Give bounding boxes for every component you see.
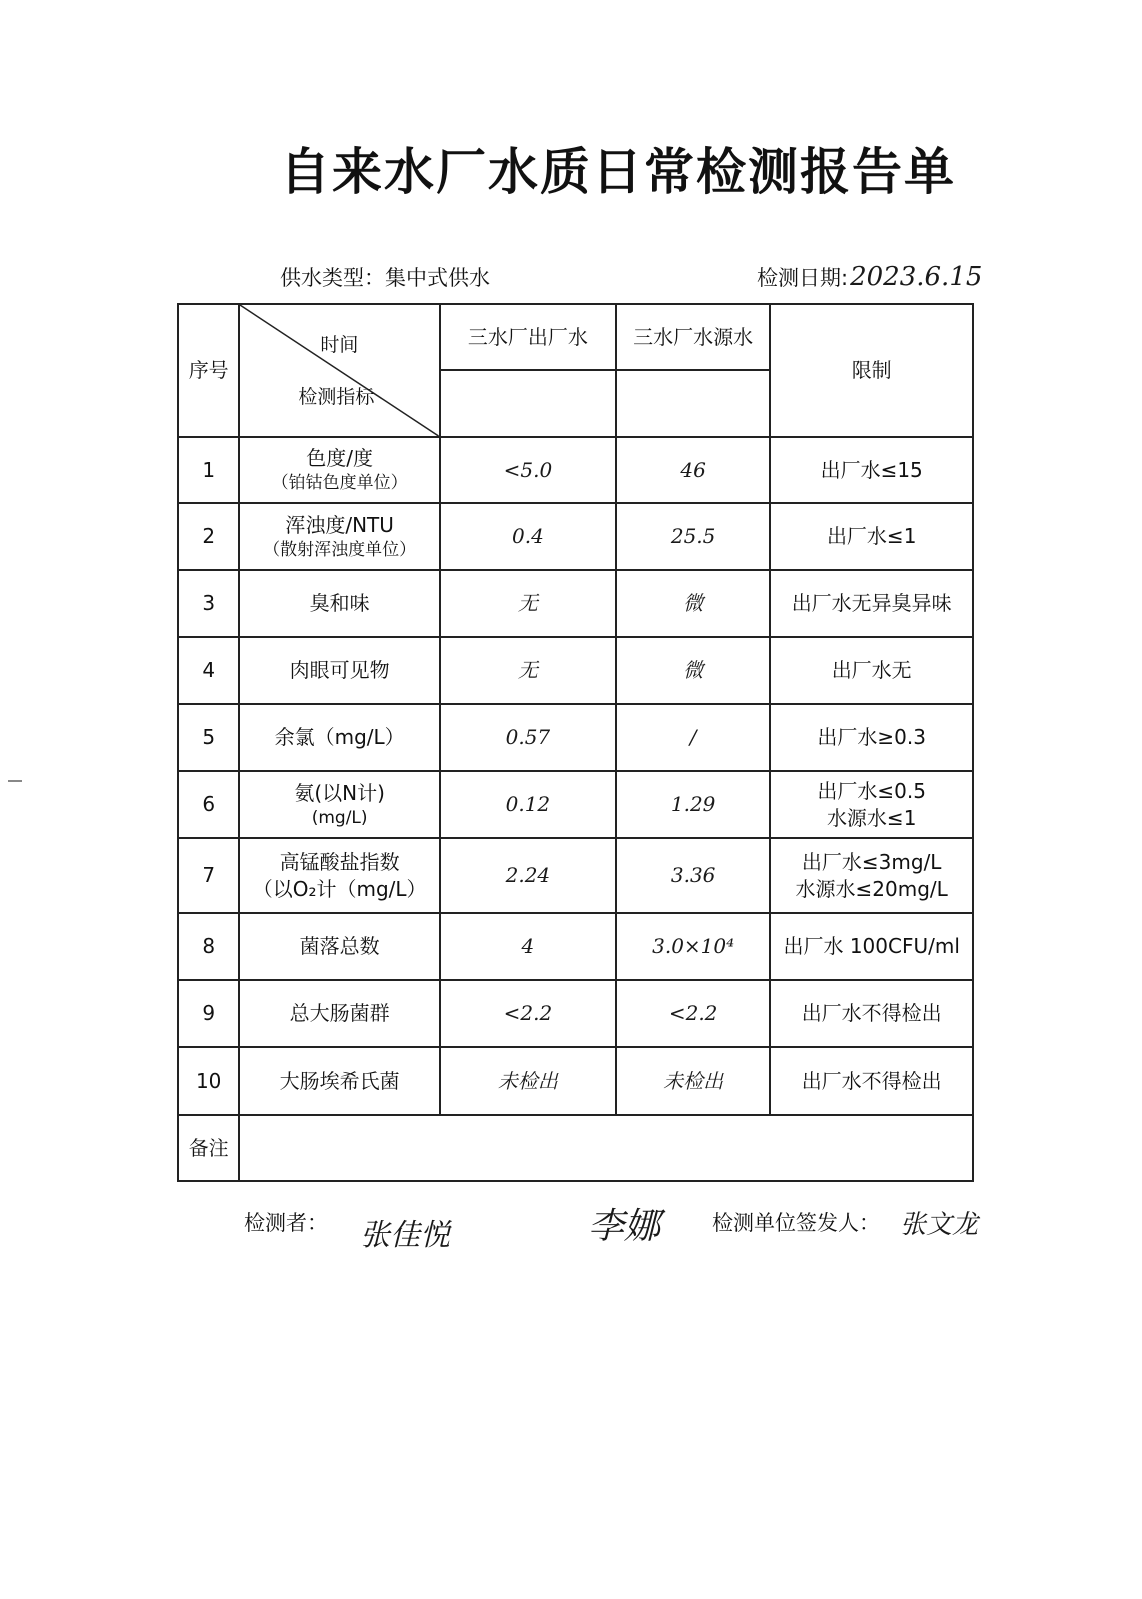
row-number: 4 — [178, 637, 239, 704]
row-number: 10 — [178, 1047, 239, 1115]
water-quality-table — [177, 303, 974, 1182]
limit-cell — [770, 637, 973, 704]
table-row — [178, 704, 973, 771]
indicator-header: 检测指标 — [298, 386, 375, 408]
limit-cell — [770, 913, 973, 980]
outlet-value: 4 — [440, 913, 616, 980]
table-row — [178, 437, 973, 503]
indicator-cell — [239, 637, 440, 704]
indicator-name: 臭和味 — [309, 591, 370, 615]
outlet-value: 0.12 — [440, 771, 616, 838]
tester-signature-2: 李娜 — [588, 1206, 661, 1247]
table-row — [178, 1047, 973, 1115]
test-date-label: 检测日期: — [757, 266, 849, 290]
outlet-water-header: 三水厂出厂水 — [440, 304, 616, 370]
indicator-name: 浑浊度/NTU — [285, 512, 394, 537]
indicator-cell — [239, 771, 440, 838]
source-value: 25.5 — [616, 503, 770, 570]
outlet-value: 2.24 — [440, 838, 616, 913]
issuer-signature: 张文龙 — [900, 1210, 979, 1240]
scan-mark — [8, 780, 22, 782]
table-row — [178, 570, 973, 637]
outlet-time-cell — [440, 370, 616, 437]
time-header: 时间 — [320, 334, 359, 356]
remark-row — [178, 1115, 973, 1181]
indicator-name: 菌落总数 — [299, 934, 380, 958]
limit-text: 出厂水≤15 — [820, 457, 923, 482]
indicator-name: 色度/度 — [306, 446, 374, 471]
limit-cell — [770, 437, 973, 503]
source-value: 3.36 — [616, 838, 770, 913]
tester-label: 检测者： — [244, 1211, 328, 1235]
indicator-cell — [239, 1047, 440, 1115]
row-number: 1 — [178, 437, 239, 503]
outlet-value: <5.0 — [440, 437, 616, 503]
row-number: 6 — [178, 771, 239, 838]
outlet-value: 0.4 — [440, 503, 616, 570]
diagonal-header — [239, 304, 440, 437]
source-value: 微 — [616, 570, 770, 637]
indicator-name: 肉眼可见物 — [289, 658, 390, 682]
source-value: <2.2 — [616, 980, 770, 1047]
test-date-value: 2023.6.15 — [850, 262, 983, 292]
indicator-name: 高锰酸盐指数 — [279, 849, 400, 874]
limit-text: 出厂水≤0.5 — [817, 778, 926, 803]
limit-cell — [770, 704, 973, 771]
source-value: 3.0×10⁴ — [616, 913, 770, 980]
limit-text: 出厂水≤3mg/L — [801, 849, 942, 874]
tester-signature-1: 张佳悦 — [360, 1218, 450, 1253]
source-water-header: 三水厂水源水 — [616, 304, 770, 370]
table-row — [178, 771, 973, 838]
indicator-unit: （铂钴色度单位） — [271, 473, 408, 494]
report-title: 自来水厂水质日常检测报告单 — [280, 143, 956, 201]
remark-value — [239, 1115, 973, 1181]
indicator-cell — [239, 980, 440, 1047]
row-number: 2 — [178, 503, 239, 570]
row-number: 5 — [178, 704, 239, 771]
diagonal-line — [240, 305, 439, 436]
limit-text: 出厂水≤1 — [826, 524, 917, 548]
row-number: 8 — [178, 913, 239, 980]
limit-header: 限制 — [770, 304, 973, 437]
test-date — [757, 262, 982, 292]
outlet-value: 未检出 — [440, 1047, 616, 1115]
limit-cell — [770, 838, 973, 913]
table-row — [178, 637, 973, 704]
table-row — [178, 838, 973, 913]
limit-text-2: 水源水≤20mg/L — [795, 876, 948, 901]
indicator-unit: (mg/L) — [311, 807, 368, 828]
seq-header: 序号 — [178, 304, 239, 437]
limit-text-2: 水源水≤1 — [826, 805, 917, 830]
limit-text: 出厂水无 — [831, 658, 912, 682]
limit-text: 出厂水无异臭异味 — [791, 591, 952, 615]
indicator-cell — [239, 838, 440, 913]
limit-cell — [770, 1047, 973, 1115]
indicator-cell — [239, 570, 440, 637]
indicator-unit: （散射浑浊度单位） — [263, 539, 417, 560]
issuer-label: 检测单位签发人： — [712, 1211, 880, 1235]
table-row — [178, 913, 973, 980]
indicator-name: 氨(以N计) — [294, 780, 385, 805]
source-value: / — [616, 704, 770, 771]
row-number: 3 — [178, 570, 239, 637]
limit-cell — [770, 570, 973, 637]
indicator-cell — [239, 437, 440, 503]
row-number: 9 — [178, 980, 239, 1047]
outlet-value: 0.57 — [440, 704, 616, 771]
row-number: 7 — [178, 838, 239, 913]
indicator-cell — [239, 503, 440, 570]
table-row — [178, 503, 973, 570]
indicator-unit: （以O₂计（mg/L） — [252, 876, 427, 901]
outlet-value: 无 — [440, 637, 616, 704]
limit-text: 出厂水≥0.3 — [817, 725, 926, 749]
limit-cell — [770, 980, 973, 1047]
source-value: 1.29 — [616, 771, 770, 838]
supply-type: 供水类型：集中式供水 — [280, 266, 490, 290]
source-value: 微 — [616, 637, 770, 704]
source-time-cell — [616, 370, 770, 437]
indicator-cell — [239, 704, 440, 771]
limit-cell — [770, 771, 973, 838]
source-value: 未检出 — [616, 1047, 770, 1115]
remark-label: 备注 — [178, 1115, 239, 1181]
limit-cell — [770, 503, 973, 570]
source-value: 46 — [616, 437, 770, 503]
limit-text: 出厂水 100CFU/ml — [783, 934, 960, 958]
outlet-value: <2.2 — [440, 980, 616, 1047]
limit-text: 出厂水不得检出 — [801, 1068, 942, 1093]
indicator-name: 总大肠菌群 — [289, 1001, 390, 1025]
table-row — [178, 980, 973, 1047]
indicator-name: 大肠埃希氏菌 — [279, 1068, 400, 1093]
outlet-value: 无 — [440, 570, 616, 637]
limit-text: 出厂水不得检出 — [801, 1001, 942, 1025]
indicator-name: 余氯（mg/L） — [274, 725, 405, 749]
indicator-cell — [239, 913, 440, 980]
